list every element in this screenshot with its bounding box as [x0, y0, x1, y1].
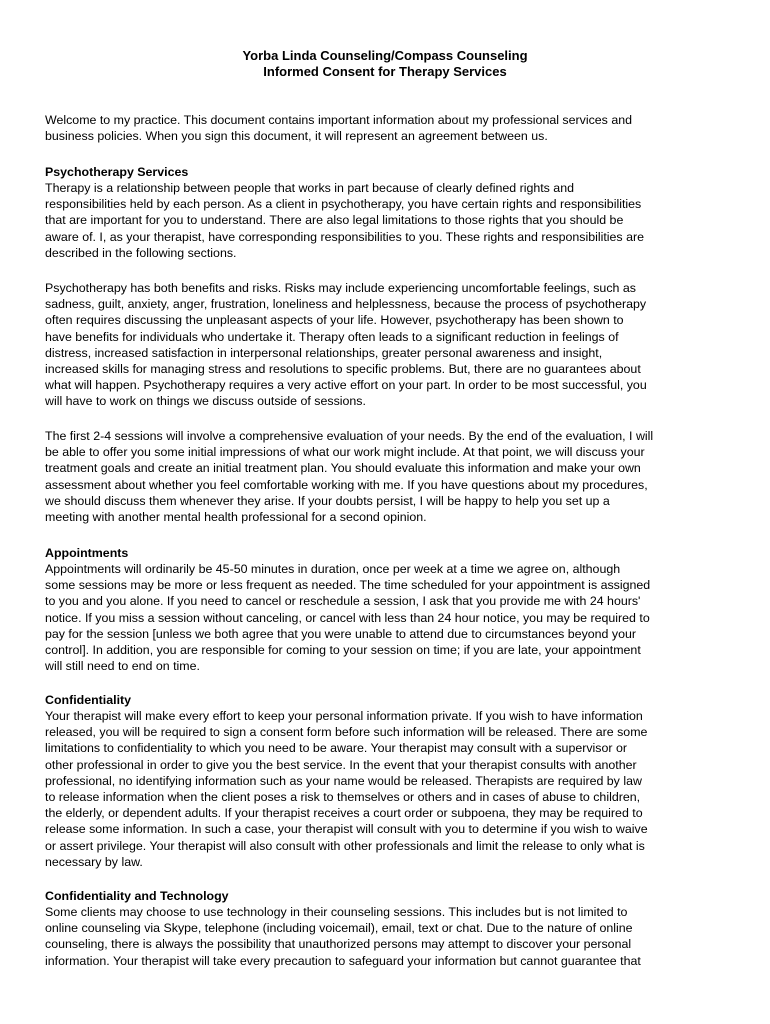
section-heading-confidentiality: Confidentiality	[45, 693, 132, 707]
appointments-paragraph	[45, 561, 735, 674]
text-line: assessment about whether you feel comfortable working with me. If you have questions about my procedures,	[45, 477, 648, 492]
intro-paragraph	[45, 112, 735, 144]
text-line: Appointments will ordinarily be 45-50 minutes in duration, once per week at a time we agree on, although	[45, 562, 621, 576]
text-line: notice. If you miss a session without canceling, or cancel with less than 24 hour notice, you may be required to	[45, 610, 650, 625]
confidentiality-paragraph	[45, 708, 735, 870]
text-line: will still need to end on time.	[45, 659, 200, 674]
text-line: pay for the session [unless we both agree that you were unable to attend due to circumstances beyond your	[45, 626, 636, 641]
text-line: treatment goals and create an initial treatment plan. You should evaluate this information and make your own	[45, 461, 641, 476]
text-line: other professional in order to give you the best service. In the event that your therapist consults with another	[45, 757, 637, 772]
text-line: often requires discussing the unpleasant aspects of your life. However, psychotherapy has been shown to	[45, 313, 624, 328]
document-subtitle: Informed Consent for Therapy Services	[263, 64, 507, 79]
psychotherapy-paragraph-2	[45, 280, 735, 410]
psychotherapy-paragraph-3	[45, 428, 735, 525]
text-line: to you and you alone. If you need to cancel or reschedule a session, I ask that you provide me with 24 hours'	[45, 594, 641, 609]
text-line: Welcome to my practice. This document contains important information about my professional services and	[45, 113, 632, 127]
text-line: control]. In addition, you are responsible for coming to your session on time; if you are late, your appointment	[45, 642, 641, 657]
text-line: described in the following sections.	[45, 245, 237, 260]
text-line: we should discuss them whenever they arise. If your doubts persist, I will be happy to help you set up a	[45, 493, 610, 508]
text-line: that are important for you to understand. There are also legal limitations to those rights that you should be	[45, 213, 624, 228]
text-line: Your therapist will make every effort to keep your personal information private. If you wish to have information	[45, 709, 643, 723]
text-line: increased skills for managing stress and resolutions to specific problems. But, there are no guarantees about	[45, 361, 641, 376]
text-line: business policies. When you sign this document, it will represent an agreement between us.	[45, 129, 548, 144]
text-line: responsibilities held by each person. As a client in psychotherapy, you have certain rights and responsibilities	[45, 197, 642, 212]
text-line: Therapy is a relationship between people that works in part because of clearly defined rights and	[45, 181, 574, 195]
text-line: professional, no identifying information such as your name would be released. Therapists are required by law	[45, 773, 642, 788]
text-line: or assert privilege. Your therapist will also consult with other professionals and limit the release to only what is	[45, 838, 645, 853]
section-heading-appointments: Appointments	[45, 546, 129, 560]
document-title: Yorba Linda Counseling/Compass Counseling	[242, 48, 528, 63]
text-line: distress, increased satisfaction in interpersonal relationships, greater personal awareness and insight,	[45, 345, 603, 360]
text-line: counseling, there is always the possibility that unauthorized persons may attempt to discover your personal	[45, 937, 632, 952]
text-line: Some clients may choose to use technology in their counseling sessions. This includes but is not limited to	[45, 905, 628, 919]
text-line: the elderly, or dependent adults. If your therapist receives a court order or subpoena, they may be required to	[45, 806, 643, 821]
text-line: have benefits for individuals who undertake it. Therapy often leads to a significant reduction in feelings of	[45, 329, 619, 344]
section-heading-psychotherapy: Psychotherapy Services	[45, 165, 189, 179]
psychotherapy-paragraph-1	[45, 180, 735, 261]
technology-paragraph	[45, 904, 735, 969]
text-line: release some information. In such a case, your therapist will consult with you to determine if you wish to waive	[45, 822, 648, 837]
text-line: limitations to confidentiality to which you need to be aware. Your therapist may consult with a supervisor or	[45, 741, 627, 756]
text-line: released, you will be required to sign a consent form before such information will be released. There are some	[45, 725, 648, 740]
text-line: necessary by law.	[45, 854, 143, 869]
text-line: Psychotherapy has both benefits and risks. Risks may include experiencing uncomfortable feelings, such as	[45, 281, 636, 295]
text-line: aware of. I, as your therapist, have corresponding responsibilities to you. These rights and responsibilities are	[45, 229, 644, 244]
text-line: be able to offer you some initial impressions of what our work might include. At that point, we will discuss your	[45, 445, 645, 460]
text-line: online counseling via Skype, telephone (including voicemail), email, text or chat. Due to the nature of online	[45, 921, 633, 936]
text-line: The first 2-4 sessions will involve a comprehensive evaluation of your needs. By the end of the evaluation, I will	[45, 429, 654, 443]
text-line: some sessions may be more or less frequent as needed. The time scheduled for your appointment is assigned	[45, 578, 651, 593]
text-line: meeting with another mental health professional for a second opinion.	[45, 509, 427, 524]
text-line: sadness, guilt, anxiety, anger, frustration, loneliness and helplessness, because the process of psychotherapy	[45, 297, 647, 312]
text-line: information. Your therapist will take every precaution to safeguard your information but cannot guarantee that	[45, 953, 641, 968]
section-heading-technology: Confidentiality and Technology	[45, 889, 229, 903]
text-line: will have to work on things we discuss outside of sessions.	[45, 394, 366, 409]
text-line: what will happen. Psychotherapy requires a very active effort on your part. In order to be most successful, you	[45, 378, 647, 393]
text-line: to release information when the client poses a risk to themselves or others and in cases of abuse to children,	[45, 789, 641, 804]
